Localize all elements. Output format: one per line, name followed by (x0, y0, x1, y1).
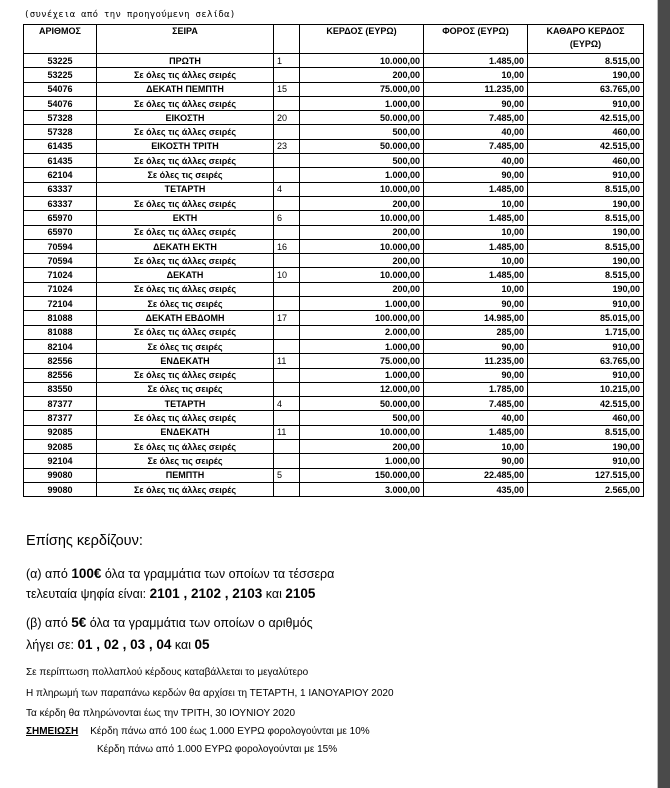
cell-profit: 3.000,00 (300, 482, 424, 496)
cell-tax: 1.485,00 (424, 182, 528, 196)
cell-profit: 10.000,00 (300, 268, 424, 282)
rule-b-num: 02 (103, 637, 119, 652)
cell-number: 53225 (24, 54, 97, 68)
cell-code (274, 68, 300, 82)
header-tax: ΦΟΡΟΣ (ΕΥΡΩ) (424, 25, 528, 54)
cell-tax: 90,00 (424, 368, 528, 382)
cell-series: ΔΕΚΑΤΗ ΕΒΔΟΜΗ (97, 311, 274, 325)
rule-a-line2 (26, 586, 315, 601)
rule-a-sep: , (221, 586, 233, 601)
cell-net: 460,00 (528, 411, 644, 425)
rule-a-num: 2105 (285, 586, 316, 601)
cell-code: 11 (274, 425, 300, 439)
cell-code (274, 96, 300, 110)
cell-number: 83550 (24, 382, 97, 396)
table-row (24, 397, 644, 411)
table-row (24, 339, 644, 353)
table-row (24, 211, 644, 225)
cell-code: 16 (274, 239, 300, 253)
cell-profit: 1.000,00 (300, 454, 424, 468)
cell-code: 15 (274, 82, 300, 96)
cell-tax: 40,00 (424, 125, 528, 139)
cell-tax: 1.485,00 (424, 211, 528, 225)
cell-number: 81088 (24, 311, 97, 325)
table-row (24, 196, 644, 210)
table-row (24, 111, 644, 125)
cell-number: 92085 (24, 425, 97, 439)
header-profit: ΚΕΡΔΟΣ (ΕΥΡΩ) (300, 25, 424, 54)
cell-profit: 200,00 (300, 196, 424, 210)
cell-series: ΕΙΚΟΣΤΗ (97, 111, 274, 125)
cell-series: Σε όλες τις άλλες σειρές (97, 482, 274, 496)
cell-tax: 90,00 (424, 96, 528, 110)
cell-series: Σε όλες τις άλλες σειρές (97, 96, 274, 110)
cell-series: Σε όλες τις άλλες σειρές (97, 282, 274, 296)
cell-series: ΠΕΜΠΤΗ (97, 468, 274, 482)
cell-net: 190,00 (528, 225, 644, 239)
cell-code: 20 (274, 111, 300, 125)
cell-profit: 10.000,00 (300, 182, 424, 196)
cell-number: 92085 (24, 440, 97, 454)
table-row (24, 54, 644, 68)
header-series: ΣΕΙΡΑ (97, 25, 274, 54)
table-row (24, 354, 644, 368)
rule-b-num: 04 (156, 637, 172, 652)
rule-a-text: όλα τα γραμμάτια των οποίων τα τέσσερα (101, 567, 335, 581)
cell-number: 57328 (24, 125, 97, 139)
table-row (24, 425, 644, 439)
cell-profit: 1.000,00 (300, 368, 424, 382)
cell-net: 85.015,00 (528, 311, 644, 325)
cell-code (274, 154, 300, 168)
cell-profit: 50.000,00 (300, 397, 424, 411)
table-row (24, 182, 644, 196)
rule-b-num: 01 (77, 637, 93, 652)
cell-series: ΕΝΔΕΚΑΤΗ (97, 354, 274, 368)
cell-profit: 150.000,00 (300, 468, 424, 482)
cell-number: 61435 (24, 154, 97, 168)
cell-series: Σε όλες τις άλλες σειρές (97, 125, 274, 139)
rule-b-sep: , (92, 637, 104, 652)
cell-profit: 75.000,00 (300, 354, 424, 368)
cell-net: 910,00 (528, 297, 644, 311)
cell-profit: 50.000,00 (300, 139, 424, 153)
cell-number: 99080 (24, 482, 97, 496)
cell-profit: 200,00 (300, 282, 424, 296)
note-label: ΣΗΜΕΙΩΣΗ (26, 726, 79, 737)
cell-net: 910,00 (528, 368, 644, 382)
cell-tax: 7.485,00 (424, 397, 528, 411)
cell-net: 10.215,00 (528, 382, 644, 396)
cell-number: 53225 (24, 68, 97, 82)
cell-number: 61435 (24, 139, 97, 153)
cell-code: 4 (274, 182, 300, 196)
cell-number: 92104 (24, 454, 97, 468)
continuation-caption: (συνέχεια από την προηγούμενη σελίδα) (24, 10, 236, 20)
table-row (24, 297, 644, 311)
table-row (24, 139, 644, 153)
cell-number: 63337 (24, 182, 97, 196)
cell-number: 87377 (24, 411, 97, 425)
cell-number: 54076 (24, 82, 97, 96)
cell-code: 11 (274, 354, 300, 368)
cell-net: 910,00 (528, 96, 644, 110)
cell-profit: 12.000,00 (300, 382, 424, 396)
table-row (24, 125, 644, 139)
cell-number: 54076 (24, 96, 97, 110)
cell-net: 460,00 (528, 154, 644, 168)
table-row (24, 311, 644, 325)
cell-profit: 75.000,00 (300, 82, 424, 96)
cell-code: 5 (274, 468, 300, 482)
cell-series: ΔΕΚΑΤΗ ΠΕΜΠΤΗ (97, 82, 274, 96)
cell-tax: 10,00 (424, 254, 528, 268)
cell-tax: 22.485,00 (424, 468, 528, 482)
cell-series: Σε όλες τις άλλες σειρές (97, 440, 274, 454)
cell-series: Σε όλες τις σειρές (97, 168, 274, 182)
cell-code (274, 125, 300, 139)
cell-tax: 1.485,00 (424, 239, 528, 253)
note-multiple-wins: Σε περίπτωση πολλαπλού κέρδους καταβάλλεται το μεγαλύτερο (26, 667, 309, 678)
table-row (24, 482, 644, 496)
cell-code (274, 325, 300, 339)
rule-b-num: 05 (194, 637, 210, 652)
cell-net: 8.515,00 (528, 268, 644, 282)
cell-series: Σε όλες τις άλλες σειρές (97, 325, 274, 339)
cell-net: 190,00 (528, 440, 644, 454)
cell-net: 63.765,00 (528, 354, 644, 368)
rule-a-prefix: (α) από (26, 567, 72, 581)
cell-series: Σε όλες τις άλλες σειρές (97, 225, 274, 239)
cell-code: 23 (274, 139, 300, 153)
rule-b-sep: , (145, 637, 157, 652)
table-row (24, 282, 644, 296)
cell-net: 910,00 (528, 454, 644, 468)
cell-number: 57328 (24, 111, 97, 125)
cell-series: Σε όλες τις σειρές (97, 339, 274, 353)
cell-profit: 100.000,00 (300, 311, 424, 325)
note-tax-10-text: Κέρδη πάνω από 100 έως 1.000 ΕΥΡΩ φορολογούνται με 10% (90, 726, 370, 737)
cell-series: Σε όλες τις σειρές (97, 382, 274, 396)
cell-net: 910,00 (528, 339, 644, 353)
cell-profit: 500,00 (300, 411, 424, 425)
cell-series: ΤΕΤΑΡΤΗ (97, 182, 274, 196)
cell-tax: 10,00 (424, 282, 528, 296)
cell-code (274, 382, 300, 396)
cell-profit: 500,00 (300, 125, 424, 139)
cell-tax: 10,00 (424, 225, 528, 239)
cell-number: 82556 (24, 354, 97, 368)
cell-tax: 11.235,00 (424, 354, 528, 368)
rule-b-digits-label: λήγει σε: (26, 638, 78, 652)
cell-profit: 1.000,00 (300, 168, 424, 182)
cell-code (274, 282, 300, 296)
rule-a-num: 2101 (149, 586, 180, 601)
cell-tax: 1.485,00 (424, 54, 528, 68)
table-row (24, 154, 644, 168)
cell-tax: 90,00 (424, 168, 528, 182)
rule-b-prefix: (β) από (26, 616, 72, 630)
cell-tax: 1.485,00 (424, 268, 528, 282)
cell-profit: 2.000,00 (300, 325, 424, 339)
cell-code (274, 482, 300, 496)
cell-number: 99080 (24, 468, 97, 482)
cell-net: 42.515,00 (528, 397, 644, 411)
cell-code (274, 297, 300, 311)
note-tax-10 (26, 726, 370, 737)
note-payment-end: Τα κέρδη θα πληρώνονται έως την ΤΡΙΤΗ, 30 ΙΟΥΝΙΟΥ 2020 (26, 708, 296, 719)
cell-tax: 10,00 (424, 68, 528, 82)
cell-number: 82556 (24, 368, 97, 382)
cell-net: 460,00 (528, 125, 644, 139)
cell-series: ΔΕΚΑΤΗ ΕΚΤΗ (97, 239, 274, 253)
cell-code (274, 225, 300, 239)
cell-series: Σε όλες τις άλλες σειρές (97, 411, 274, 425)
cell-series: ΕΝΔΕΚΑΤΗ (97, 425, 274, 439)
cell-net: 8.515,00 (528, 211, 644, 225)
rule-b-line1 (26, 615, 313, 630)
cell-tax: 14.985,00 (424, 311, 528, 325)
cell-net: 63.765,00 (528, 82, 644, 96)
cell-tax: 10,00 (424, 440, 528, 454)
table-row (24, 82, 644, 96)
cell-series: Σε όλες τις άλλες σειρές (97, 196, 274, 210)
table-row (24, 239, 644, 253)
cell-profit: 200,00 (300, 68, 424, 82)
table-row (24, 96, 644, 110)
table-row (24, 254, 644, 268)
prize-table (23, 24, 644, 497)
table-row (24, 468, 644, 482)
cell-net: 910,00 (528, 168, 644, 182)
cell-tax: 7.485,00 (424, 139, 528, 153)
cell-number: 71024 (24, 268, 97, 282)
cell-number: 65970 (24, 225, 97, 239)
cell-net: 2.565,00 (528, 482, 644, 496)
table-row (24, 440, 644, 454)
cell-tax: 1.485,00 (424, 425, 528, 439)
table-row (24, 454, 644, 468)
cell-series: ΠΡΩΤΗ (97, 54, 274, 68)
cell-series: ΕΚΤΗ (97, 211, 274, 225)
cell-tax: 90,00 (424, 454, 528, 468)
note-tax-15: Κέρδη πάνω από 1.000 ΕΥΡΩ φορολογούνται με 15% (97, 744, 338, 755)
cell-series: Σε όλες τις άλλες σειρές (97, 68, 274, 82)
rule-a-num: 2102 (190, 586, 221, 601)
cell-number: 62104 (24, 168, 97, 182)
cell-tax: 90,00 (424, 297, 528, 311)
cell-profit: 10.000,00 (300, 425, 424, 439)
rule-a-sep: , (179, 586, 191, 601)
table-row (24, 168, 644, 182)
also-win-title: Επίσης κερδίζουν: (26, 533, 143, 549)
rule-b-sep: , (118, 637, 131, 652)
viewer-scroll-edge (658, 0, 670, 788)
cell-net: 42.515,00 (528, 111, 644, 125)
cell-net: 127.515,00 (528, 468, 644, 482)
header-code (274, 25, 300, 54)
cell-series: Σε όλες τις άλλες σειρές (97, 368, 274, 382)
table-row (24, 68, 644, 82)
rule-b-amount: 5€ (71, 615, 87, 630)
table-row (24, 325, 644, 339)
cell-code: 1 (274, 54, 300, 68)
cell-tax: 285,00 (424, 325, 528, 339)
cell-net: 190,00 (528, 68, 644, 82)
cell-code: 17 (274, 311, 300, 325)
cell-number: 65970 (24, 211, 97, 225)
rule-a-digits-label: τελευταία ψηφία είναι: (26, 587, 150, 601)
cell-number: 70594 (24, 254, 97, 268)
cell-net: 8.515,00 (528, 425, 644, 439)
cell-tax: 40,00 (424, 411, 528, 425)
cell-profit: 200,00 (300, 440, 424, 454)
table-row (24, 368, 644, 382)
cell-tax: 10,00 (424, 196, 528, 210)
table-row (24, 268, 644, 282)
cell-number: 87377 (24, 397, 97, 411)
cell-number: 63337 (24, 196, 97, 210)
rule-a-amount: 100€ (71, 566, 102, 581)
cell-profit: 10.000,00 (300, 239, 424, 253)
cell-tax: 90,00 (424, 339, 528, 353)
cell-profit: 50.000,00 (300, 111, 424, 125)
note-payment-start: Η πληρωμή των παραπάνω κερδών θα αρχίσει τη ΤΕΤΑΡΤΗ, 1 ΙΑΝΟΥΑΡΙΟΥ 2020 (26, 688, 394, 699)
cell-number: 82104 (24, 339, 97, 353)
cell-code: 10 (274, 268, 300, 282)
cell-number: 81088 (24, 325, 97, 339)
cell-series: Σε όλες τις σειρές (97, 454, 274, 468)
cell-code (274, 411, 300, 425)
cell-code (274, 196, 300, 210)
cell-profit: 1.000,00 (300, 96, 424, 110)
table-row (24, 225, 644, 239)
cell-profit: 200,00 (300, 254, 424, 268)
table-header-row (24, 25, 644, 54)
cell-number: 70594 (24, 239, 97, 253)
cell-series: Σε όλες τις σειρές (97, 297, 274, 311)
cell-code (274, 454, 300, 468)
cell-series: ΔΕΚΑΤΗ (97, 268, 274, 282)
cell-tax: 11.235,00 (424, 82, 528, 96)
rule-b-and: και (171, 638, 195, 652)
table-row (24, 411, 644, 425)
cell-code: 6 (274, 211, 300, 225)
header-number: ΑΡΙΘΜΟΣ (24, 25, 97, 54)
cell-net: 190,00 (528, 254, 644, 268)
prize-table-body (24, 54, 644, 497)
cell-net: 8.515,00 (528, 239, 644, 253)
cell-series: Σε όλες τις άλλες σειρές (97, 254, 274, 268)
cell-tax: 1.785,00 (424, 382, 528, 396)
table-row (24, 382, 644, 396)
cell-number: 72104 (24, 297, 97, 311)
cell-profit: 1.000,00 (300, 339, 424, 353)
cell-profit: 10.000,00 (300, 54, 424, 68)
cell-code: 4 (274, 397, 300, 411)
cell-code (274, 168, 300, 182)
cell-net: 42.515,00 (528, 139, 644, 153)
rule-a-num: 2103 (232, 586, 263, 601)
cell-series: Σε όλες τις άλλες σειρές (97, 154, 274, 168)
header-net: ΚΑΘΑΡΟ ΚΕΡΔΟΣ (ΕΥΡΩ) (528, 25, 644, 54)
cell-code (274, 368, 300, 382)
cell-code (274, 339, 300, 353)
cell-net: 8.515,00 (528, 54, 644, 68)
rule-a-line1 (26, 566, 334, 581)
cell-profit: 1.000,00 (300, 297, 424, 311)
cell-profit: 200,00 (300, 225, 424, 239)
cell-net: 190,00 (528, 282, 644, 296)
cell-series: ΤΕΤΑΡΤΗ (97, 397, 274, 411)
cell-number: 71024 (24, 282, 97, 296)
cell-net: 8.515,00 (528, 182, 644, 196)
cell-tax: 7.485,00 (424, 111, 528, 125)
cell-net: 190,00 (528, 196, 644, 210)
rule-b-text: όλα τα γραμμάτια των οποίων ο αριθμός (86, 616, 313, 630)
cell-profit: 10.000,00 (300, 211, 424, 225)
rule-b-num: 03 (130, 637, 146, 652)
cell-tax: 40,00 (424, 154, 528, 168)
cell-series: ΕΙΚΟΣΤΗ ΤΡΙΤΗ (97, 139, 274, 153)
rule-b-line2 (26, 637, 210, 652)
cell-profit: 500,00 (300, 154, 424, 168)
cell-net: 1.715,00 (528, 325, 644, 339)
rule-a-and: και (262, 587, 286, 601)
cell-code (274, 440, 300, 454)
cell-tax: 435,00 (424, 482, 528, 496)
cell-code (274, 254, 300, 268)
